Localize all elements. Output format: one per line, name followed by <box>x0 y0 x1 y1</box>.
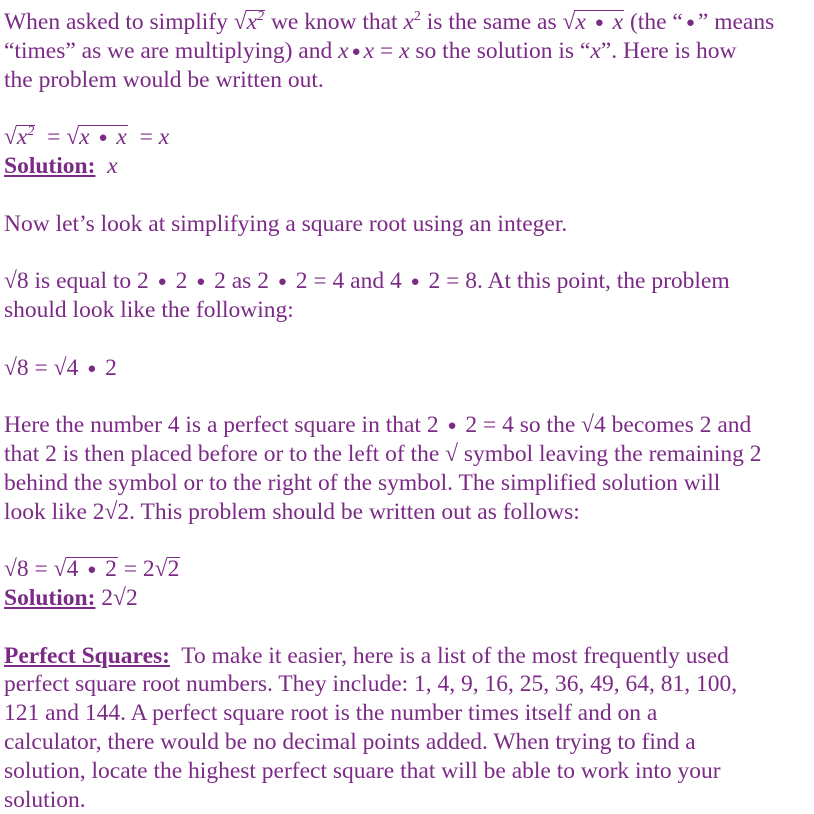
perfect-squares-line-4: calculator, there would be no decimal points added. When trying to find a <box>4 728 696 755</box>
explanation-line-1: Here the number 4 is a perfect square in that 2 ● 2 = 4 so the √4 becomes 2 and <box>4 412 752 439</box>
intro-text: (the “ <box>629 9 683 35</box>
explanation-line-3: behind the symbol or to the right of the symbol. The simplified solution will <box>4 469 721 496</box>
intro-text: we know that <box>270 9 398 35</box>
intro-text: ”. Here is how <box>600 37 737 64</box>
solution-value: 2√2 <box>101 584 138 611</box>
intro-text: “times” as we are multiplying) and <box>4 37 333 64</box>
intro-line-1: When asked to simplify $√x^2$ we know that $x^2$ is the same as √x ● x (the “ ● ” means <box>4 9 775 35</box>
perfect-squares-line-5: solution, locate the highest perfect square that will be able to work into your <box>4 757 721 784</box>
solution-label: Solution: <box>4 152 96 179</box>
intro-text: so the solution is “ <box>415 37 591 64</box>
perfect-squares-heading: Perfect Squares: <box>4 642 170 669</box>
explanation-line-2: that 2 is then placed before or to the left of the √ symbol leaving the remaining 2 <box>4 440 762 467</box>
perfect-squares-line-3: 121 and 144. A perfect square root is the number times itself and on a <box>4 700 658 727</box>
document-body <box>4 8 810 814</box>
dot-symbol: ● <box>685 15 695 31</box>
solution-1 <box>4 152 810 181</box>
explanation-line-4: look like 2√2. This problem should be written out as follows: <box>4 498 580 525</box>
equation-2: √8 = √4 ● 2 <box>4 354 117 381</box>
radicand: x ● x <box>575 9 624 35</box>
intro-line-3: the problem would be written out. <box>4 66 324 93</box>
equation-3: √8 = √4 ● 2 = 2√2 <box>4 556 180 583</box>
intro-line-2: “times” as we are multiplying) and x ● x = x so the solution is “x”. Here is how <box>4 37 737 64</box>
solution-2 <box>4 584 810 613</box>
radical-sign: √ <box>562 9 576 35</box>
radical-sign: √ <box>233 9 247 35</box>
intro-text: When asked to simplify <box>4 9 228 35</box>
equation-1: $√x^2 = √x$ ● x = x <box>4 124 170 151</box>
perfect-squares-line-2: perfect square root numbers. They include: 1, 4, 9, 16, 25, 36, 49, 64, 81, 100, <box>4 671 738 698</box>
perfect-squares-line-1: Perfect Squares: To make it easier, here is a list of the most frequently used <box>4 642 729 669</box>
radicand: $x^2$ <box>246 9 265 35</box>
intro-text: is the same as <box>426 9 557 35</box>
intro-text: ” means <box>697 9 775 35</box>
solution-label: Solution: <box>4 584 96 611</box>
sqrt8-line-1: √8 is equal to 2 ● 2 ● 2 as 2 ● 2 = 4 and 4 ● 2 = 8. At this point, the problem <box>4 268 730 295</box>
integer-intro: Now let’s look at simplifying a square root using an integer. <box>4 210 568 237</box>
perfect-squares-line-6: solution. <box>4 786 86 813</box>
solution-value: x <box>107 152 118 179</box>
sqrt8-line-2: should look like the following: <box>4 296 294 323</box>
math-var: x <box>403 9 414 35</box>
